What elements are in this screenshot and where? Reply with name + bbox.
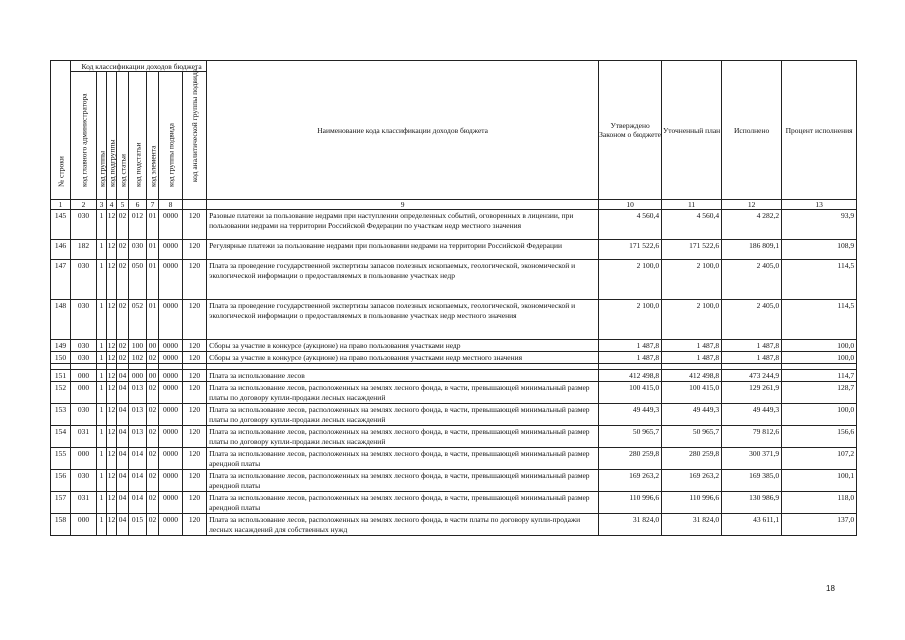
cell-name: Плата за проведение государственной экспертизы запасов полезных ископаемых, геологической, экономической и экологической информации о предоставляемых в пользование участках недр местного значения [207,300,599,340]
cell-row-number: 149 [51,340,71,352]
cell-row-number: 154 [51,426,71,448]
cell-subarticle-code: 014 [129,492,147,514]
cell-subtype-group-code: 0000 [159,426,183,448]
col-number: 10 [599,200,662,210]
col-number: 9 [207,200,599,210]
cell-article-code: 04 [117,426,129,448]
cell-refined-plan: 169 263,2 [662,470,722,492]
cell-subtype-group-code: 0000 [159,240,183,260]
cell-subarticle-code: 100 [129,340,147,352]
cell-approved: 110 996,6 [599,492,662,514]
cell-subgroup-code: 12 [107,240,117,260]
cell-admin-code: 000 [71,514,97,536]
cell-executed: 43 611,1 [722,514,782,536]
table-row [51,470,857,492]
header-admin-code: код главного администратора [71,72,97,200]
cell-group-code: 1 [97,514,107,536]
cell-refined-plan: 50 965,7 [662,426,722,448]
cell-refined-plan: 2 100,0 [662,260,722,300]
cell-subarticle-code: 052 [129,300,147,340]
col-number: 11 [662,200,722,210]
cell-article-code: 02 [117,260,129,300]
cell-refined-plan: 1 487,8 [662,340,722,352]
header-classification-group: Код классификации доходов бюджета [71,61,207,72]
cell-element-code: 00 [147,340,159,352]
cell-admin-code: 030 [71,210,97,240]
cell-analytic-code: 120 [183,300,207,340]
cell-admin-code: 182 [71,240,97,260]
cell-row-number: 156 [51,470,71,492]
cell-group-code: 1 [97,470,107,492]
cell-subgroup-code: 12 [107,404,117,426]
cell-group-code: 1 [97,300,107,340]
cell-approved: 169 263,2 [599,470,662,492]
cell-group-code: 1 [97,340,107,352]
cell-row-number: 153 [51,404,71,426]
cell-executed: 1 487,8 [722,352,782,364]
cell-executed: 1 487,8 [722,340,782,352]
header-refined-plan: Уточненный план [662,61,722,200]
cell-article-code: 04 [117,404,129,426]
header-name: Наименование кода классификации доходов бюджета [207,61,599,200]
col-number: 4 [107,200,117,210]
header-percent: Процент исполнения [782,61,857,200]
col-number: 7 [147,200,159,210]
cell-refined-plan: 100 415,0 [662,382,722,404]
cell-executed: 473 244,9 [722,370,782,382]
cell-approved: 1 487,8 [599,352,662,364]
cell-percent: 100,1 [782,470,857,492]
cell-approved: 100 415,0 [599,382,662,404]
cell-group-code: 1 [97,370,107,382]
cell-subtype-group-code: 0000 [159,300,183,340]
cell-analytic-code: 120 [183,370,207,382]
cell-analytic-code: 120 [183,382,207,404]
cell-group-code: 1 [97,448,107,470]
cell-approved: 50 965,7 [599,426,662,448]
cell-approved: 412 498,8 [599,370,662,382]
budget-revenue-table [50,60,857,536]
table-row [51,426,857,448]
cell-analytic-code: 120 [183,492,207,514]
cell-analytic-code: 120 [183,340,207,352]
cell-percent: 118,0 [782,492,857,514]
cell-row-number: 150 [51,352,71,364]
col-number: 13 [782,200,857,210]
cell-admin-code: 000 [71,382,97,404]
cell-percent: 156,6 [782,426,857,448]
cell-element-code: 02 [147,514,159,536]
cell-name: Плата за проведение государственной экспертизы запасов полезных ископаемых, геологической, экономической и экологической информации о предоставляемых в пользование участках недр [207,260,599,300]
table-row [51,352,857,364]
cell-percent: 100,0 [782,404,857,426]
cell-group-code: 1 [97,352,107,364]
cell-subarticle-code: 013 [129,382,147,404]
cell-executed: 4 282,2 [722,210,782,240]
cell-row-number: 158 [51,514,71,536]
cell-element-code: 02 [147,448,159,470]
cell-percent: 114,5 [782,260,857,300]
cell-name: Разовые платежи за пользование недрами при наступлении определенных событий, оговоренных в лицензии, при пользовании недрами на территории Российской Федерации по участкам недр местного значения [207,210,599,240]
cell-name: Сборы за участие в конкурсе (аукционе) на право пользования участками недр местного значения [207,352,599,364]
cell-admin-code: 030 [71,340,97,352]
cell-subarticle-code: 014 [129,470,147,492]
header-analytic-group-code: код аналитической группы подвида [183,72,207,200]
cell-row-number: 157 [51,492,71,514]
cell-article-code: 02 [117,352,129,364]
cell-name: Регулярные платежи за пользование недрами при пользовании недрами на территории Российской Федерации [207,240,599,260]
cell-name: Плата за использование лесов [207,370,599,382]
cell-percent: 100,0 [782,340,857,352]
cell-refined-plan: 2 100,0 [662,300,722,340]
cell-article-code: 04 [117,370,129,382]
cell-subgroup-code: 12 [107,492,117,514]
cell-article-code: 02 [117,210,129,240]
report-document [50,60,856,536]
cell-subgroup-code: 12 [107,341,116,350]
cell-row-number: 145 [51,210,71,240]
cell-group-code: 1 [97,426,107,448]
cell-analytic-code: 120 [183,514,207,536]
table-row [51,340,857,352]
cell-element-code: 01 [147,260,159,300]
column-numbers-row [51,200,857,210]
cell-article-code: 02 [117,300,129,340]
cell-approved: 31 824,0 [599,514,662,536]
cell-percent: 100,0 [782,352,857,364]
cell-approved: 2 100,0 [599,260,662,300]
cell-subgroup-code: 12 [107,470,117,492]
cell-analytic-code: 120 [183,448,207,470]
header-approved: Утверждено Законом о бюджете [599,61,662,200]
cell-executed: 169 385,0 [722,470,782,492]
cell-subtype-group-code: 0000 [159,370,183,382]
cell-subarticle-code: 050 [129,260,147,300]
table-row [51,370,857,382]
cell-admin-code: 030 [71,404,97,426]
cell-refined-plan: 280 259,8 [662,448,722,470]
cell-element-code: 02 [147,492,159,514]
header-subtype-group-code: код группы подвида [159,72,183,200]
header-subgroup-code: код подгруппы [107,72,117,200]
cell-executed: 129 261,9 [722,382,782,404]
cell-subarticle-code: 013 [129,426,147,448]
cell-element-code: 01 [147,240,159,260]
cell-subtype-group-code: 0000 [159,352,183,364]
table-row [51,240,857,260]
cell-subgroup-code: 12 [107,300,117,340]
cell-group-code: 1 [97,492,107,514]
cell-row-number: 148 [51,300,71,340]
cell-subtype-group-code: 0000 [159,260,183,300]
cell-approved: 1 487,8 [599,340,662,352]
cell-percent: 108,9 [782,240,857,260]
cell-element-code: 02 [147,352,159,364]
cell-percent: 93,9 [782,210,857,240]
cell-admin-code: 000 [71,370,97,382]
cell-subarticle-code: 015 [129,514,147,536]
cell-refined-plan: 1 487,8 [662,352,722,364]
cell-subgroup-code: 12 [107,514,117,536]
cell-analytic-code: 120 [183,240,207,260]
cell-name: Плата за использование лесов, расположенных на землях лесного фонда, в части, превышающей минимальный размер арендной платы [207,470,599,492]
cell-analytic-code: 120 [183,210,207,240]
cell-element-code: 02 [147,470,159,492]
cell-group-code: 1 [97,210,107,240]
cell-percent: 137,0 [782,514,857,536]
cell-name: Плата за использование лесов, расположенных на землях лесного фонда, в части, превышающей минимальный размер арендной платы [207,448,599,470]
cell-approved: 2 100,0 [599,300,662,340]
cell-executed: 186 809,1 [722,240,782,260]
cell-subtype-group-code: 0000 [159,492,183,514]
cell-name: Плата за использование лесов, расположенных на землях лесного фонда, в части, превышающей минимальный размер арендной платы [207,492,599,514]
cell-approved: 4 560,4 [599,210,662,240]
col-number: 12 [722,200,782,210]
cell-subarticle-code: 012 [129,210,147,240]
table-row [51,448,857,470]
cell-executed: 2 405,0 [722,260,782,300]
cell-name: Плата за использование лесов, расположенных на землях лесного фонда, в части, превышающей минимальный размер платы по договору купли-продажи лесных насаждений [207,426,599,448]
cell-subgroup-code: 12 [107,382,117,404]
cell-element-code: 02 [147,382,159,404]
cell-subtype-group-code: 0000 [159,448,183,470]
col-number: 8 [159,200,183,210]
cell-subtype-group-code: 0000 [159,470,183,492]
cell-percent: 114,7 [782,370,857,382]
header-executed: Исполнено [722,61,782,200]
cell-executed: 79 812,6 [722,426,782,448]
cell-subtype-group-code: 0000 [159,382,183,404]
cell-subtype-group-code: 0000 [159,210,183,240]
col-number: 2 [71,200,97,210]
cell-row-number: 152 [51,382,71,404]
page-number: 18 [826,584,835,593]
cell-subtype-group-code: 0000 [159,514,183,536]
cell-analytic-code: 120 [183,352,207,364]
cell-admin-code: 031 [71,426,97,448]
cell-analytic-code: 120 [183,260,207,300]
cell-percent: 114,5 [782,300,857,340]
cell-row-number: 151 [51,370,71,382]
table-row [51,210,857,240]
cell-subarticle-code: 014 [129,448,147,470]
cell-admin-code: 030 [71,470,97,492]
cell-name: Плата за использование лесов, расположенных на землях лесного фонда, в части, превышающей минимальный размер платы по договору купли-продажи лесных насаждений [207,404,599,426]
cell-name: Сборы за участие в конкурсе (аукционе) на право пользования участками недр [207,340,599,352]
cell-group-code: 1 [97,382,107,404]
cell-article-code: 04 [117,382,129,404]
cell-name: Плата за использование лесов, расположенных на землях лесного фонда, в части платы по договору купли-продажи лесных насаждений для собственных нужд [207,514,599,536]
cell-subgroup-code: 12 [107,260,117,300]
cell-admin-code: 000 [71,448,97,470]
table-row [51,492,857,514]
cell-approved: 49 449,3 [599,404,662,426]
cell-article-code: 04 [117,448,129,470]
cell-percent: 107,2 [782,448,857,470]
cell-admin-code: 030 [71,300,97,340]
cell-element-code: 01 [147,210,159,240]
cell-article-code: 04 [117,514,129,536]
table-body [51,200,857,536]
cell-group-code: 1 [97,240,107,260]
cell-refined-plan: 4 560,4 [662,210,722,240]
table-row [51,260,857,300]
cell-executed: 49 449,3 [722,404,782,426]
cell-article-code: 04 [117,492,129,514]
cell-percent: 128,7 [782,382,857,404]
cell-subtype-group-code: 0000 [159,404,183,426]
cell-row-number: 146 [51,240,71,260]
cell-subgroup-code: 12 [107,426,117,448]
cell-subgroup-code: 12 [107,371,116,380]
table-row [51,382,857,404]
col-number [183,200,207,210]
cell-element-code: 01 [147,300,159,340]
cell-article-code: 02 [117,340,129,352]
table-row [51,514,857,536]
col-number: 5 [117,200,129,210]
cell-refined-plan: 49 449,3 [662,404,722,426]
table-row [51,404,857,426]
cell-analytic-code: 120 [183,404,207,426]
col-number: 3 [97,200,107,210]
cell-refined-plan: 31 824,0 [662,514,722,536]
cell-refined-plan: 412 498,8 [662,370,722,382]
header-element-code: код элемента [147,72,159,200]
cell-row-number: 155 [51,448,71,470]
cell-name: Плата за использование лесов, расположенных на землях лесного фонда, в части, превышающей минимальный размер платы по договору купли-продажи лесных насаждений [207,382,599,404]
cell-executed: 130 986,9 [722,492,782,514]
header-group-code: код группы [97,72,107,200]
cell-element-code: 02 [147,426,159,448]
header-subarticle-code: код подстатьи [129,72,147,200]
cell-subgroup-code: 12 [107,210,117,240]
table-row [51,300,857,340]
cell-group-code: 1 [97,260,107,300]
cell-executed: 2 405,0 [722,300,782,340]
cell-subgroup-code: 12 [107,448,117,470]
cell-element-code: 00 [147,370,159,382]
cell-article-code: 02 [117,240,129,260]
header-row-number: № строки [51,61,71,200]
cell-subarticle-code: 000 [129,370,147,382]
cell-subarticle-code: 013 [129,404,147,426]
cell-admin-code: 030 [71,352,97,364]
col-number: 6 [129,200,147,210]
cell-row-number: 147 [51,260,71,300]
header-article-code: код статьи [117,72,129,200]
cell-group-code: 1 [97,404,107,426]
cell-approved: 171 522,6 [599,240,662,260]
cell-analytic-code: 120 [183,470,207,492]
cell-subarticle-code: 102 [129,352,147,364]
cell-admin-code: 031 [71,492,97,514]
cell-approved: 280 259,8 [599,448,662,470]
cell-refined-plan: 171 522,6 [662,240,722,260]
cell-executed: 300 371,9 [722,448,782,470]
cell-article-code: 04 [117,470,129,492]
cell-subgroup-code: 12 [107,353,116,362]
cell-refined-plan: 110 996,6 [662,492,722,514]
cell-subtype-group-code: 0000 [159,340,183,352]
cell-analytic-code: 120 [183,426,207,448]
col-number: 1 [51,200,71,210]
cell-admin-code: 030 [71,260,97,300]
cell-element-code: 02 [147,404,159,426]
cell-subarticle-code: 030 [129,240,147,260]
